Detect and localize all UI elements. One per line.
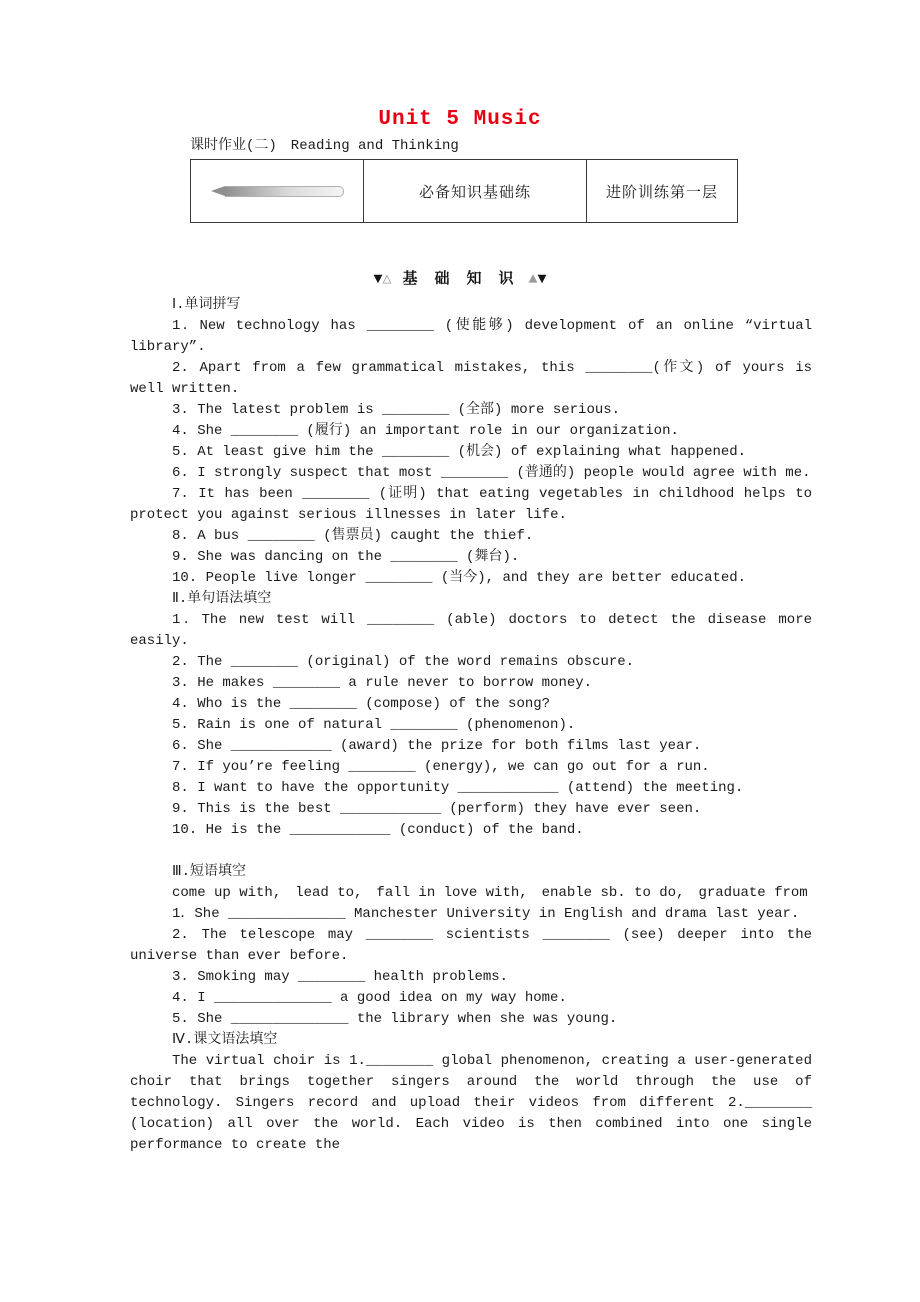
- passage-text: The virtual choir is 1.________ global phenomenon, creating a user-generated choir that brings together singers around the world through the use of technology. Singers record and upload their videos from different 2.________ (location) all over the world. Each video is then combined into one single performance to create the: [130, 1053, 812, 1153]
- exercise-item: 4. She ________ (履行) an important role in our organization.: [172, 423, 679, 439]
- exercise-item: 10. People live longer ________ (当今), and they are better educated.: [172, 570, 747, 586]
- exercise-item: 3. The latest problem is ________ (全部) more serious.: [172, 402, 621, 418]
- header-cell-basic-practice: 必备知识基础练: [364, 160, 587, 223]
- exercise-item: 2. The ________ (original) of the word remains obscure.: [172, 654, 635, 670]
- banner-text: 基 础 知 识: [402, 271, 518, 288]
- exercise-item: 6. I strongly suspect that most ________ (普通的) people would agree with me.: [172, 465, 811, 481]
- section-heading-word-spelling: Ⅰ.单词拼写: [172, 297, 241, 313]
- exercise-item: 1．The new test will ________ (able) doctors to detect the disease more easily.: [130, 612, 812, 649]
- section-heading-sentence-grammar: Ⅱ.单句语法填空: [172, 591, 272, 607]
- pencil-graphic-cell: [191, 160, 364, 223]
- section-heading-passage-grammar: Ⅳ.课文语法填空: [172, 1032, 278, 1048]
- exercise-item: 8. A bus ________ (售票员) caught the thief.: [172, 528, 534, 544]
- exercise-item: 9. She was dancing on the ________ (舞台).: [172, 549, 520, 565]
- page-title: Unit 5 Music: [378, 108, 542, 131]
- section-heading-phrase-fill: Ⅲ.短语填空: [172, 864, 247, 880]
- exercise-item: 6. She ____________ (award) the prize for both films last year.: [172, 738, 702, 754]
- exercise-item: 2. Apart from a few grammatical mistakes, this ________(作文) of yours is well written.: [130, 360, 812, 397]
- triangle-outline-icon: △: [382, 271, 392, 288]
- exercise-item: 3. He makes ________ a rule never to borrow money.: [172, 675, 593, 691]
- worksheet-subtitle: 课时作业(二) Reading and Thinking: [190, 138, 459, 154]
- section-banner: [0, 270, 920, 289]
- worksheet-body: [130, 295, 812, 1156]
- exercise-item: 9. This is the best ____________ (perform) they have ever seen.: [172, 801, 702, 817]
- exercise-item: 7. If you’re feeling ________ (energy), we can go out for a run.: [172, 759, 710, 775]
- exercise-item: 1．She ______________ Manchester University in English and drama last year.: [172, 906, 800, 922]
- triangle-up-gray-icon: ▲: [528, 271, 538, 288]
- triangle-down-icon: ▼: [537, 271, 547, 288]
- header-table: [190, 159, 738, 223]
- exercise-item: 5. She ______________ the library when she was young.: [172, 1011, 618, 1027]
- pencil-tip-icon: [211, 186, 225, 196]
- pencil-icon: [192, 186, 362, 197]
- exercise-item: 2. The telescope may ________ scientists ________ (see) deeper into the universe than ever before.: [130, 927, 812, 964]
- exercise-item: 4. Who is the ________ (compose) of the song?: [172, 696, 551, 712]
- header-cell-advanced-training: 进阶训练第一层: [587, 160, 738, 223]
- header-table-row: [191, 160, 738, 223]
- exercise-item: 1．New technology has ________ (使能够) development of an online “virtual library”.: [130, 318, 812, 355]
- exercise-item: 10. He is the ____________ (conduct) of the band.: [172, 822, 584, 838]
- exercise-item: 4. I ______________ a good idea on my way home.: [172, 990, 567, 1006]
- pencil-body-icon: [225, 186, 344, 197]
- exercise-item: 8. I want to have the opportunity ____________ (attend) the meeting.: [172, 780, 744, 796]
- exercise-item: 3. Smoking may ________ health problems.: [172, 969, 509, 985]
- exercise-item: 5. At least give him the ________ (机会) of explaining what happened.: [172, 444, 747, 460]
- exercise-item: 7. It has been ________ (证明) that eating vegetables in childhood helps to protect you against serious illnesses in later life.: [130, 486, 812, 523]
- triangle-down-icon: ▼: [373, 271, 383, 288]
- phrase-bank: come up with, lead to, fall in love with, enable sb. to do, graduate from: [172, 885, 808, 901]
- exercise-item: 5. Rain is one of natural ________ (phenomenon).: [172, 717, 576, 733]
